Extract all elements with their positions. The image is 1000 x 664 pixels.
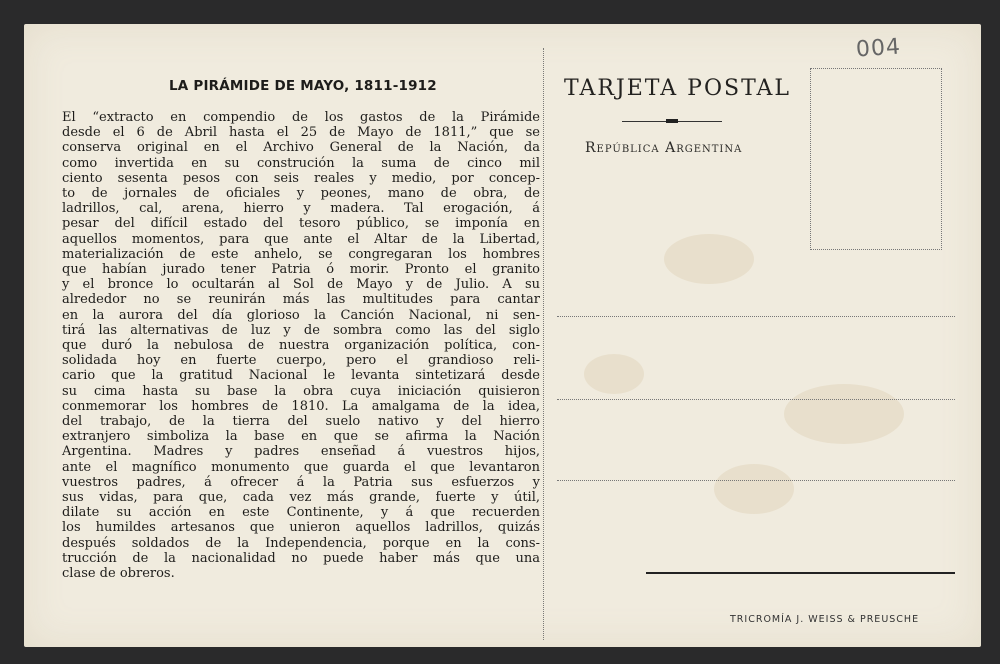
body-line: como invertida en su construción la suma de cinco mil	[62, 155, 540, 171]
body-line: conmemorar los hombres de 1810. La amalgama de la idea,	[62, 398, 540, 414]
subtitle-text: República Argentina	[585, 140, 743, 156]
paper-stain	[714, 464, 794, 514]
body-line: vuestros padres, á ofrecer á la Patria sus esfuerzos y	[62, 474, 540, 490]
body-line: trucción de la nacionalidad no puede haber más que una	[62, 550, 540, 566]
body-line: del trabajo, de la tierra del suelo nativo y del hierro	[62, 414, 540, 430]
postcard-title: TARJETA POSTAL	[564, 76, 792, 101]
paper-stain	[584, 354, 644, 394]
postcard-subtitle	[585, 140, 742, 156]
article-body	[62, 110, 540, 581]
body-line: Argentina. Madres y padres enseñad á vuestros hijos,	[62, 444, 540, 460]
body-line: El “extracto en compendio de los gastos de la Pirámide	[62, 110, 540, 125]
paper-stain	[784, 384, 904, 444]
body-line: después soldados de la Independencia, porque en la cons-	[62, 535, 540, 551]
paper-stain	[664, 234, 754, 284]
body-line: ciento sesenta pesos con seis reales y medio, por concep-	[62, 170, 540, 186]
body-line: en la aurora del día glorioso la Canción Nacional, ni sen-	[62, 307, 540, 323]
body-line: tirá las alternativas de luz y de sombra como las del siglo	[62, 322, 540, 338]
stamp-box	[810, 68, 942, 250]
body-line: materialización de este anhelo, se congregaran los hombres	[62, 246, 540, 262]
body-line: to de jornales de oficiales y peones, mano de obra, de	[62, 186, 540, 202]
body-line: que duró la nebulosa de nuestra organización política, con-	[62, 338, 540, 354]
address-line	[557, 316, 955, 317]
body-line: que habían jurado tener Patria ó morir. Pronto el granito	[62, 262, 540, 278]
address-line	[557, 399, 955, 400]
body-line: sus vidas, para que, cada vez más grande, fuerte y útil,	[62, 490, 540, 506]
center-divider	[543, 48, 545, 640]
handwritten-archive-number: 004	[855, 34, 902, 63]
body-line: y el bronce lo ocultarán al Sol de Mayo y de Julio. A su	[62, 277, 540, 293]
body-line: su cima hasta su base la obra cuya iniciación quisieron	[62, 383, 540, 399]
title-ornament	[622, 119, 722, 123]
address-line-solid	[646, 572, 955, 574]
body-line: dilate su acción en este Continente, y á que recuerden	[62, 505, 540, 521]
body-line: los humildes artesanos que unieron aquellos ladrillos, quizás	[62, 520, 540, 536]
body-line: solidada hoy en fuerte cuerpo, pero el grandioso reli-	[62, 353, 540, 369]
body-line: pesar del difícil estado del tesoro público, se imponía en	[62, 216, 540, 232]
body-line: ante el magnífico monumento que guarda el que levantaron	[62, 459, 540, 475]
body-line: alrededor no se reunirán más las multitudes para cantar	[62, 292, 540, 308]
postcard-back	[24, 24, 981, 647]
address-line	[557, 480, 955, 481]
body-line: clase de obreros.	[62, 566, 175, 582]
article-heading: LA PIRÁMIDE DE MAYO, 1811-1912	[169, 78, 437, 94]
body-line: extranjero simboliza la base en que se afirma la Nación	[62, 429, 540, 445]
body-line: ladrillos, cal, arena, hierro y madera. Tal erogación, á	[62, 201, 540, 217]
body-line: cario que la gratitud Nacional le levanta sintetizará desde	[62, 368, 540, 384]
body-line: conserva original en el Archivo General de la Nación, da	[62, 140, 540, 156]
printer-credit: TRICROMÍA J. WEISS & PREUSCHE	[730, 614, 920, 625]
body-line: desde el 6 de Abril hasta el 25 de Mayo de 1811,” que se	[62, 125, 540, 141]
body-line: aquellos momentos, para que ante el Altar de la Libertad,	[62, 231, 540, 247]
